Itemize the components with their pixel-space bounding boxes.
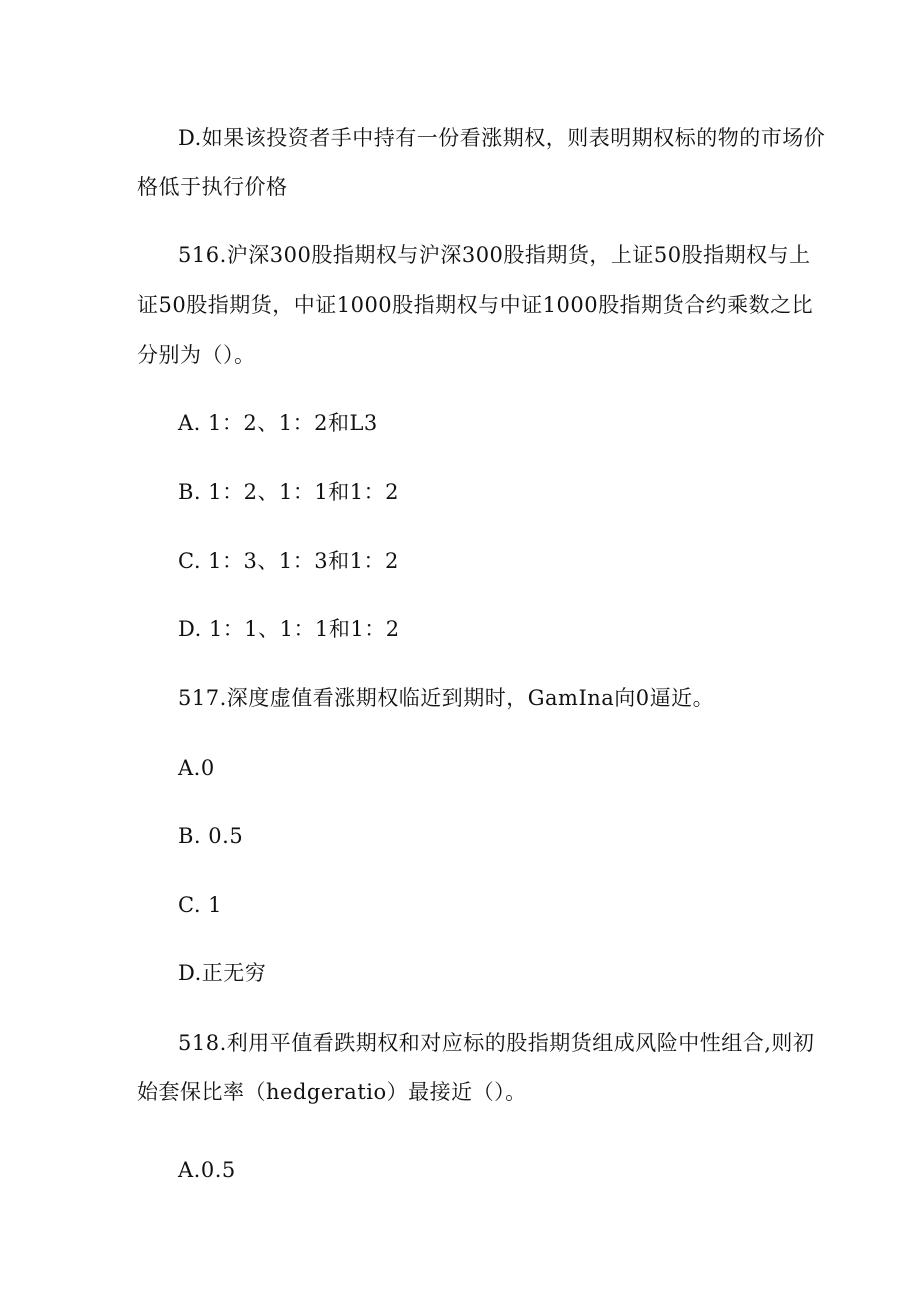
q518-stem-line1: 518.利用平值看跌期权和对应标的股指期货组成风险中性组合,则初 — [178, 1031, 815, 1055]
q518-stem-line2: 始套保比率（hedgeratio）最接近（）。 — [137, 1080, 527, 1104]
q517-stem: 517.深度虚值看涨期权临近到期时，GamIna向0逼近。 — [178, 686, 715, 710]
q516-option-b: B. 1：2、1：1和1：2 — [178, 480, 399, 504]
q517-option-c: C. 1 — [178, 893, 223, 917]
q516-option-d: D. 1：1、1：1和1：2 — [178, 617, 400, 641]
q517-option-b: B. 0.5 — [178, 824, 244, 848]
q516-option-c: C. 1：3、1：3和1：2 — [178, 549, 399, 573]
q515-option-d-line2: 格低于执行价格 — [137, 175, 288, 199]
q517-option-a: A.0 — [178, 756, 215, 780]
q516-stem-line2: 证50股指期货，中证1000股指期权与中证1000股指期货合约乘数之比 — [137, 293, 814, 317]
q518-option-a: A.0.5 — [178, 1158, 236, 1182]
q516-option-a: A. 1：2、1：2和L3 — [178, 411, 378, 435]
q517-option-d: D.正无穷 — [178, 961, 267, 985]
q516-stem-line3: 分别为（）。 — [137, 343, 256, 367]
q516-stem-line1: 516.沪深300股指期权与沪深300股指期货，上证50股指期权与上 — [178, 243, 811, 267]
q515-option-d-line1: D.如果该投资者手中持有一份看涨期权，则表明期权标的物的市场价 — [178, 126, 826, 150]
